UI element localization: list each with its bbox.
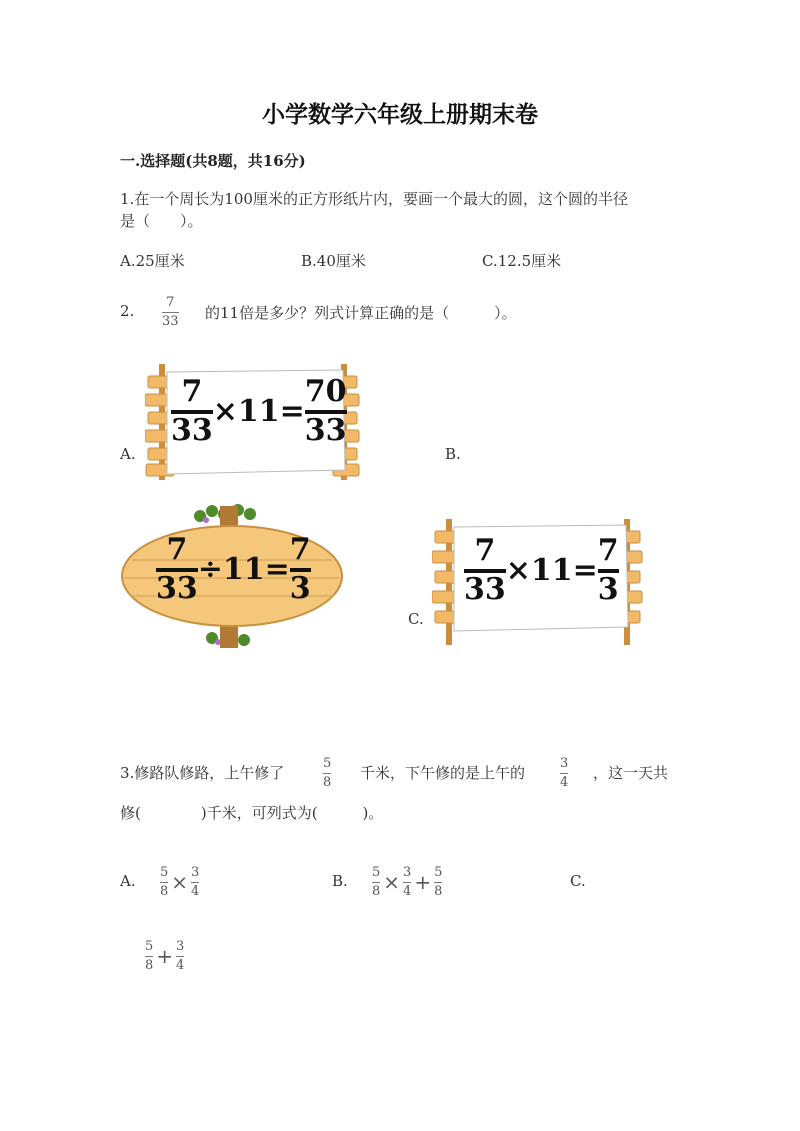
q3-text-middle: 千米，下午修的是上午的 (360, 764, 526, 782)
board-a-image[interactable] (145, 362, 360, 482)
board-a-operator: ×11= (212, 394, 305, 429)
q1-text-line2: 是（ ）。 (120, 212, 203, 230)
fraction-numerator: 3 (560, 756, 569, 771)
board-c-den2: 3 (597, 571, 619, 607)
board-b-num2: 7 (289, 532, 311, 567)
board-a-num1: 7 (181, 374, 203, 409)
q1-option-b[interactable]: B.40厘米 (301, 252, 366, 270)
fraction-denominator: 4 (560, 774, 569, 790)
q3-fraction-2 (560, 757, 568, 789)
q2-option-b-label[interactable]: B. (445, 445, 461, 463)
q3-option-a-expression[interactable]: $\frac{5}{8}$ × $\frac{3}{4}$ (160, 865, 200, 899)
fraction-denominator: 33 (162, 313, 179, 329)
q3-fraction-1 (323, 757, 331, 789)
board-a-den1: 33 (171, 412, 213, 448)
q2-text: 的11倍是多少？列式计算正确的是（ ）。 (205, 304, 517, 322)
q2-option-c-label[interactable]: C. (408, 610, 424, 628)
q1-option-a[interactable]: A.25厘米 (120, 252, 185, 270)
board-c-image[interactable] (432, 517, 644, 647)
board-c-den1: 33 (464, 571, 506, 607)
q1-option-c[interactable]: C.12.5厘米 (482, 252, 562, 270)
q3-option-c-expression[interactable]: $\frac{5}{8}$ + $\frac{3}{4}$ (145, 939, 185, 973)
page-title: 小学数学六年级上册期末卷 (262, 101, 538, 128)
q3-text-line2: 修( )千米，可列式为( )。 (120, 804, 384, 822)
q3-option-b-label[interactable]: B. (332, 872, 348, 890)
q3-text-end: ，这一天共 (593, 764, 669, 782)
board-b-den2: 3 (289, 570, 311, 606)
q3-option-c-label[interactable]: C. (570, 872, 586, 890)
fraction-denominator: 8 (323, 774, 332, 790)
board-c-num2: 7 (597, 533, 619, 568)
board-b-den1: 33 (156, 570, 198, 606)
q3-option-a-label[interactable]: A. (120, 872, 136, 890)
board-a-num2: 70 (304, 374, 347, 409)
q2-fraction (162, 296, 179, 328)
q3-text-start: 3.修路队修路，上午修了 (120, 764, 285, 782)
q3-option-b-expression[interactable]: $\frac{5}{8}$ × $\frac{3}{4}$ + $\frac{5}{8}$ (372, 865, 443, 899)
q1-text-line1: 1.在一个周长为100厘米的正方形纸片内，要画一个最大的圆，这个圆的半径 (120, 190, 628, 208)
board-b-image[interactable] (120, 502, 345, 650)
board-c-operator: ×11= (505, 553, 598, 588)
q2-option-a-label[interactable]: A. (120, 445, 136, 463)
board-b-operator: ÷11= (197, 552, 290, 587)
board-b-num1: 7 (166, 532, 188, 567)
fraction-numerator: 5 (323, 756, 332, 771)
board-a-den2: 33 (304, 412, 347, 448)
q2-number: 2. (120, 302, 135, 320)
fraction-numerator: 7 (166, 295, 175, 310)
board-c-num1: 7 (474, 533, 496, 568)
section-heading: 一.选择题(共8题，共16分) (120, 152, 306, 170)
